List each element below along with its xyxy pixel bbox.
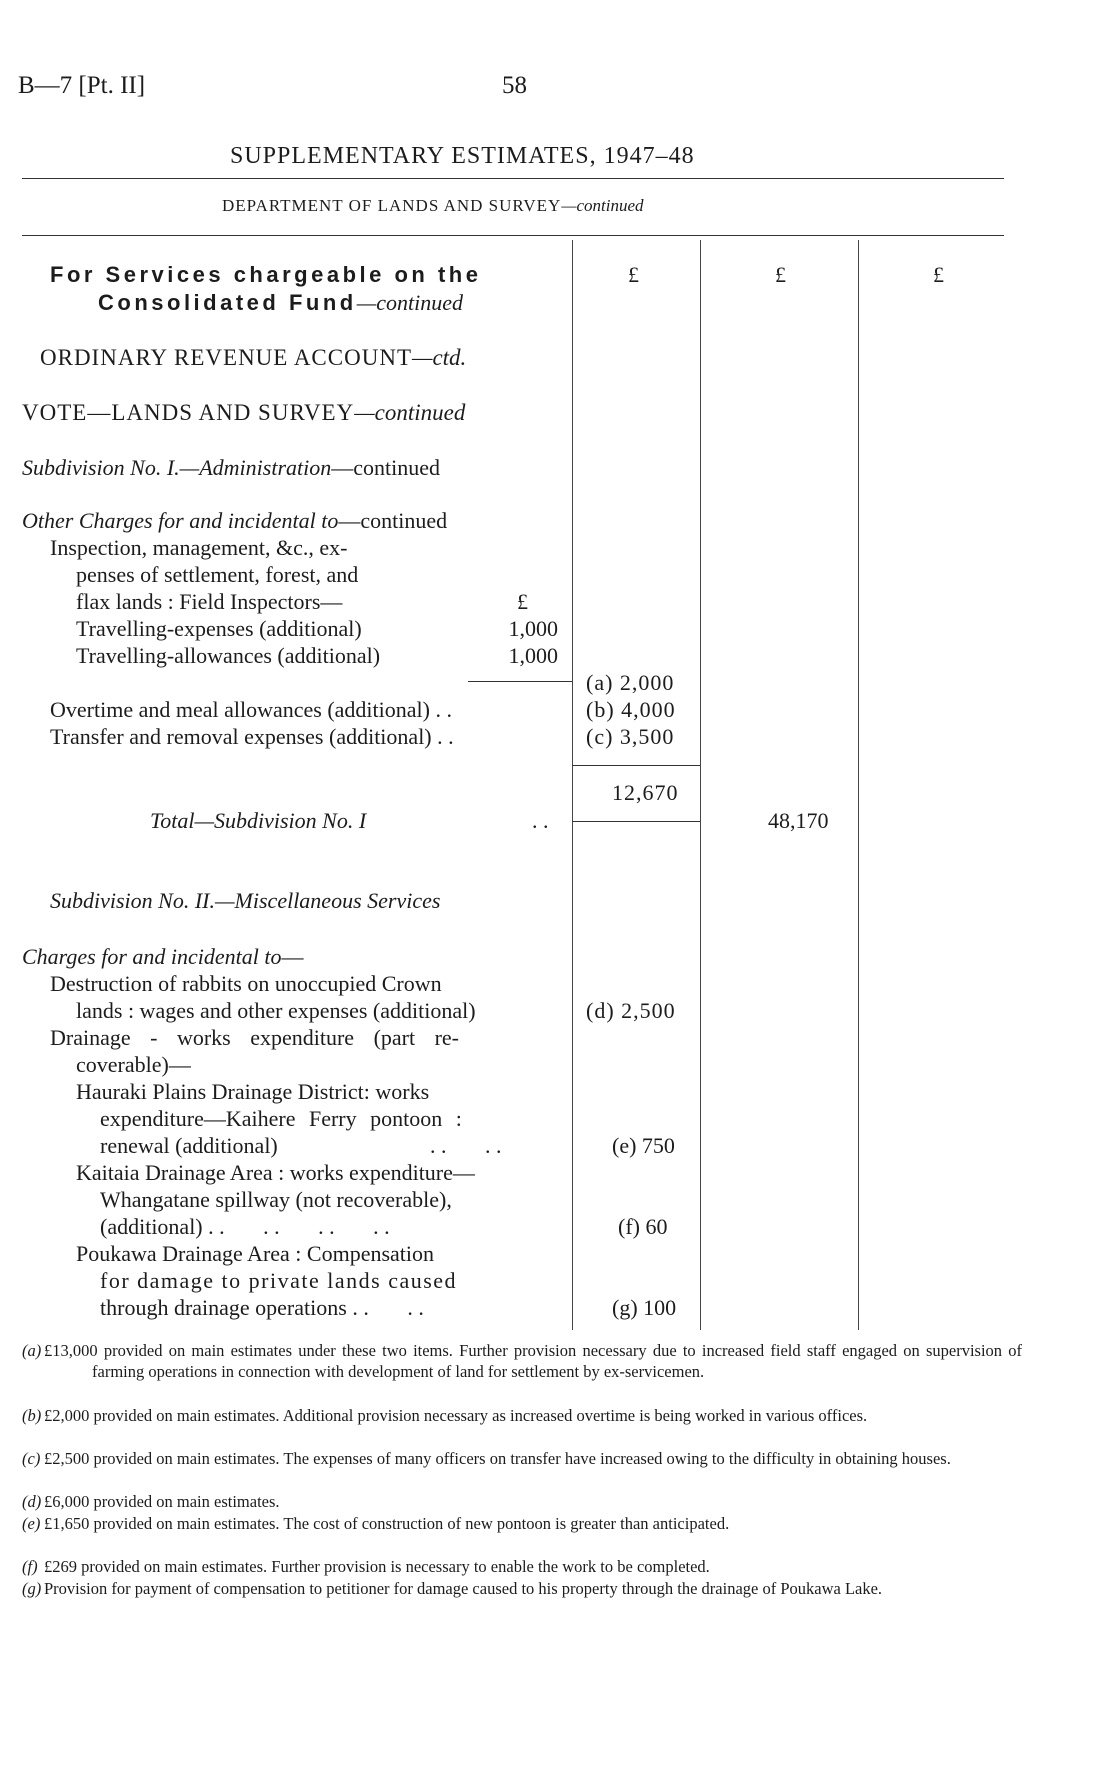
travelling-expenses-label: Travelling-expenses (additional) <box>76 616 362 641</box>
kaitaia-line-3: (additional) . . . . . . . . <box>100 1214 390 1239</box>
document-reference: B—7 [Pt. II] <box>18 72 146 99</box>
total-dots: . . <box>532 808 549 833</box>
charges-heading <box>22 944 304 970</box>
vote-suffix: —continued <box>354 400 466 425</box>
section-heading-line2 <box>98 290 463 316</box>
inner-pound: £ <box>517 589 528 614</box>
footnote-d-label: (d) <box>22 1492 42 1511</box>
inspection-line-2: penses of settlement, forest, and <box>76 562 359 587</box>
item-c-value: (c) 3,500 <box>586 724 675 749</box>
charges-suffix: — <box>281 944 304 969</box>
subtotal-rule-top <box>572 765 700 766</box>
column-1-pound: £ <box>628 262 639 287</box>
department-suffix: —continued <box>561 196 644 215</box>
footnote-d <box>22 1491 1022 1512</box>
hauraki-line-2: expenditure—Kaihere Ferry pontoon : <box>100 1106 462 1131</box>
account-name: ORDINARY REVENUE ACCOUNT <box>40 345 412 370</box>
item-a-value: (a) 2,000 <box>586 670 675 695</box>
hauraki-line-3: renewal (additional) <box>100 1133 278 1158</box>
account-heading <box>40 345 466 371</box>
footnote-c-text: £2,500 provided on main estimates. The expenses of many officers on transfer have increased owing to the difficulty in obtaining houses. <box>44 1449 951 1468</box>
drainage-line-2: coverable)— <box>76 1052 191 1077</box>
footnote-b <box>22 1405 1022 1426</box>
travelling-expenses-value: 1,000 <box>508 616 558 641</box>
item-b-value: (b) 4,000 <box>586 697 676 722</box>
hauraki-dots: . . . . <box>430 1133 502 1158</box>
poukawa-line-3: through drainage operations . . . . <box>100 1295 424 1320</box>
footnote-d-text: £6,000 provided on main estimates. <box>44 1492 280 1511</box>
header-bottom-rule <box>22 235 1004 236</box>
account-suffix: —ctd. <box>412 345 467 370</box>
subdivision-1-total-label: Total—Subdivision No. I <box>150 808 367 833</box>
other-charges-heading <box>22 508 447 534</box>
travelling-allowances-label: Travelling-allowances (additional) <box>76 643 381 668</box>
column-rule-1 <box>572 240 573 1330</box>
transfer-label: Transfer and removal expenses (additional) . . <box>50 724 454 749</box>
item-d-value: (d) 2,500 <box>586 998 676 1023</box>
footnote-f <box>22 1556 1022 1577</box>
title-rule <box>22 178 1004 179</box>
footnote-a-label: (a) <box>22 1341 42 1360</box>
vote-heading <box>22 400 465 426</box>
inspection-line-1: Inspection, management, &c., ex- <box>50 535 348 560</box>
footnote-e-text: £1,650 provided on main estimates. The cost of construction of new pontoon is greater than anticipated. <box>44 1514 730 1533</box>
subdivision-1-total-value: 48,170 <box>768 808 829 833</box>
subdivision-1-subtotal: 12,670 <box>612 780 679 805</box>
column-rule-2 <box>700 240 701 1330</box>
rabbits-line-1: Destruction of rabbits on unoccupied Crown <box>50 971 442 996</box>
travelling-allowances-value: 1,000 <box>508 643 558 668</box>
footnote-c <box>22 1448 1022 1469</box>
fund-suffix: —continued <box>356 290 464 315</box>
footnote-e <box>22 1513 1022 1534</box>
vote-name: VOTE—LANDS AND SURVEY <box>22 400 355 425</box>
footnote-g <box>22 1578 1022 1599</box>
subdivision-1-suffix: —continued <box>331 455 441 480</box>
column-rule-3 <box>858 240 859 1330</box>
rabbits-line-2: lands : wages and other expenses (additional) <box>76 998 476 1023</box>
footnote-f-label: (f) <box>22 1557 38 1576</box>
department-name: DEPARTMENT OF LANDS AND SURVEY <box>222 196 562 215</box>
kaitaia-line-2: Whangatane spillway (not recoverable), <box>100 1187 452 1212</box>
footnote-e-label: (e) <box>22 1514 41 1533</box>
poukawa-line-2: for damage to private lands caused <box>100 1268 458 1293</box>
department-heading <box>222 196 644 216</box>
footnote-b-label: (b) <box>22 1406 42 1425</box>
footnote-f-text: £269 provided on main estimates. Further provision is necessary to enable the work to be completed. <box>44 1557 710 1576</box>
hauraki-line-1: Hauraki Plains Drainage District: works <box>76 1079 430 1104</box>
footnote-a <box>22 1340 1022 1382</box>
subtotal-rule-bottom <box>572 821 700 822</box>
subdivision-2-heading: Subdivision No. II.—Miscellaneous Services <box>50 888 441 913</box>
item-g-value: (g) 100 <box>612 1295 677 1320</box>
section-heading-line1: For Services chargeable on the <box>50 262 482 287</box>
fund-name: Consolidated Fund <box>98 290 357 315</box>
page-number: 58 <box>502 72 527 99</box>
item-f-value: (f) 60 <box>618 1214 668 1239</box>
kaitaia-line-1: Kaitaia Drainage Area : works expenditure— <box>76 1160 475 1185</box>
footnote-a-text: £13,000 provided on main estimates under these two items. Further provision necessary due to increased field staff engaged on supervision of farming operations in connection with development of land for settlement by ex-servicemen. <box>44 1341 1022 1381</box>
drainage-line-1: Drainage - works expenditure (part re- <box>50 1025 460 1050</box>
inspection-line-3: flax lands : Field Inspectors— <box>76 589 343 614</box>
column-3-pound: £ <box>933 262 944 287</box>
subdivision-1-heading <box>22 455 440 481</box>
column-2-pound: £ <box>775 262 786 287</box>
footnote-g-label: (g) <box>22 1579 42 1598</box>
inner-subtotal-rule <box>468 681 572 682</box>
poukawa-line-1: Poukawa Drainage Area : Compensation <box>76 1241 435 1266</box>
other-charges-suffix: —continued <box>338 508 448 533</box>
footnote-b-text: £2,000 provided on main estimates. Additional provision necessary as increased overtime is being worked in various offices. <box>44 1406 868 1425</box>
footnote-g-text: Provision for payment of compensation to petitioner for damage caused to his property through the drainage of Poukawa Lake. <box>44 1579 883 1598</box>
footnote-c-label: (c) <box>22 1449 41 1468</box>
charges-title: Charges for and incidental to <box>22 944 282 969</box>
page-title: SUPPLEMENTARY ESTIMATES, 1947–48 <box>230 143 695 169</box>
overtime-label: Overtime and meal allowances (additional) . . <box>50 697 452 722</box>
item-e-value: (e) 750 <box>612 1133 675 1158</box>
subdivision-1-title: Subdivision No. I.—Administration <box>22 455 332 480</box>
other-charges-title: Other Charges for and incidental to <box>22 508 339 533</box>
